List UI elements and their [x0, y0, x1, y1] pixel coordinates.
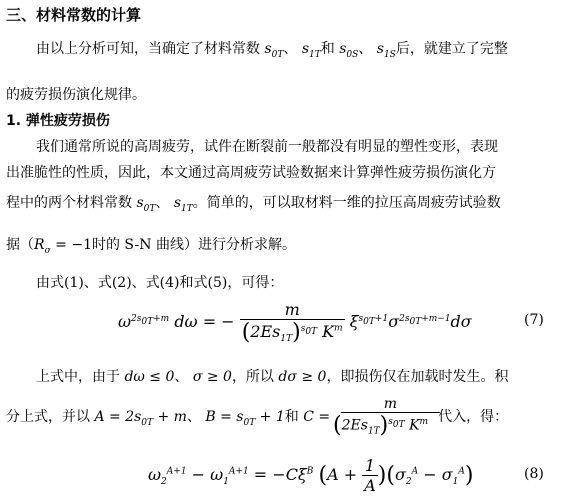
para1-line-1: [36, 136, 498, 156]
para3-text-1b: ，即损伤仅在加载时发生。积: [326, 369, 509, 385]
eq8-rhs: = −Cξ: [248, 465, 307, 484]
eq8-fraction: $\frac{1}{A}$: [364, 456, 376, 495]
symbol-s0S: $s_{0S}$: [339, 41, 359, 60]
and-word: 和: [320, 41, 335, 57]
definition-B: $B = s_{0T} + 1$: [205, 409, 285, 428]
and-word: 和: [284, 409, 299, 425]
eq7-denominator: $(2Es_{1T})^{s_{0T}}$ $K^m$: [241, 320, 343, 345]
subsection-title-text: 1. 弹性疲劳损伤: [6, 113, 110, 129]
para1-line-4: [6, 234, 296, 254]
eq7-fraction: [240, 300, 345, 345]
equation-7: [118, 300, 472, 345]
condition-domega: dω ≤ 0: [124, 369, 175, 385]
equation-7-number: (7): [524, 312, 544, 328]
intro-text-b: 后，就建立了完整: [395, 41, 508, 57]
symbol-s1S: $s_{1S}$: [376, 41, 396, 60]
symbol-s0T: $s_{0T}$: [264, 41, 284, 60]
eq7-tail: dσ: [450, 312, 472, 331]
para1-text-3c: 。简单的，可以取材料一维的拉压高周疲劳试验数: [192, 195, 501, 211]
eq7-sigma: $\sigma^{2s_{0T}+m-1}$: [388, 312, 451, 331]
eq8-w1: $\omega_1^{A+1}$: [210, 465, 249, 488]
symbol-R-sigma: $R_\sigma$: [34, 237, 51, 256]
para1-text-3a: 程中的两个材料常数: [6, 195, 132, 211]
eq7-omega: $\omega^{2s_{0T}+m}$: [118, 312, 170, 331]
para2-text: 由式(1)、式(2)、式(4)和式(5)，可得：: [36, 275, 284, 291]
subsection-title: [6, 110, 110, 130]
symbol-s0T: $s_{0T}$: [136, 195, 156, 214]
section-title: [6, 4, 141, 25]
intro-line-1: [36, 38, 508, 58]
separator: 、: [358, 41, 373, 57]
para1-line-2: [6, 162, 496, 182]
separator: 、: [283, 41, 298, 57]
intro-text-a: 由以上分析可知，当确定了材料常数: [36, 41, 260, 57]
condition-sigma: σ ≥ 0: [192, 369, 232, 385]
para3-text-2a: 分上式，并以: [6, 409, 90, 425]
para1-line-3: [6, 192, 501, 212]
C-fraction: $\frac{m}{(2Es_{1T})^{s_{0T}} K^m}$: [325, 396, 444, 438]
eq8-s1: $\sigma_1^A$: [441, 465, 465, 488]
separator: 、: [155, 195, 170, 211]
eq7-numerator: m: [240, 300, 345, 320]
para3-text-1a: 上式中，由于: [36, 369, 120, 385]
equation-8: $\omega_2^{A+1} - \omega_1^{A+1} = -C\xi^B$ (A + $\frac{1}{A}$ )$(\sigma_2^A - \sigma_1^A)$: [148, 456, 474, 495]
eq8-A: A +: [327, 465, 358, 484]
definition-A: $A = 2s_{0T} + m$: [94, 409, 187, 428]
para3-line-2: [6, 396, 508, 438]
para1-text-4b: = −1时的 S-N 曲线）进行分析求解。: [50, 237, 296, 253]
symbol-s1T: $s_{1T}$: [301, 41, 321, 60]
para3-mid: ，所以: [231, 369, 274, 385]
eq7-lhs: dω = −: [174, 312, 235, 331]
para2-line: [36, 272, 283, 292]
equation-8-number: (8): [524, 466, 544, 482]
para1-text-4a: 据（: [6, 237, 34, 253]
eq8-s2: $\sigma_2^A$: [394, 465, 419, 488]
eq8-w2: $\omega_2^{A+1}$: [148, 465, 187, 488]
condition-dsigma: dσ ≥ 0: [278, 369, 327, 385]
para3-line-1: [36, 366, 508, 386]
para3-text-2b: 代入，得：: [438, 409, 509, 425]
separator: 、: [186, 409, 201, 425]
separator: 、: [174, 369, 189, 385]
eq7-xi: $\xi^{s_{0T}+1}$: [349, 312, 389, 331]
para1-text-1: 我们通常所说的高周疲劳，试件在断裂前一般都没有明显的塑性变形，表现: [36, 139, 498, 155]
para1-text-2: 出准脆性的性质，因此，本文通过高周疲劳试验数据来计算弹性疲劳损伤演化方: [6, 165, 496, 181]
definition-C: C = $\frac{m}{(2Es_{1T})^{s_{0T}} K^m}$: [303, 409, 438, 425]
section-title-text: 三、材料常数的计算: [6, 6, 142, 24]
symbol-s1T: $s_{1T}$: [173, 195, 193, 214]
intro-text-2: 的疲劳损伤演化规律。: [6, 87, 146, 103]
intro-line-2: [6, 84, 146, 104]
